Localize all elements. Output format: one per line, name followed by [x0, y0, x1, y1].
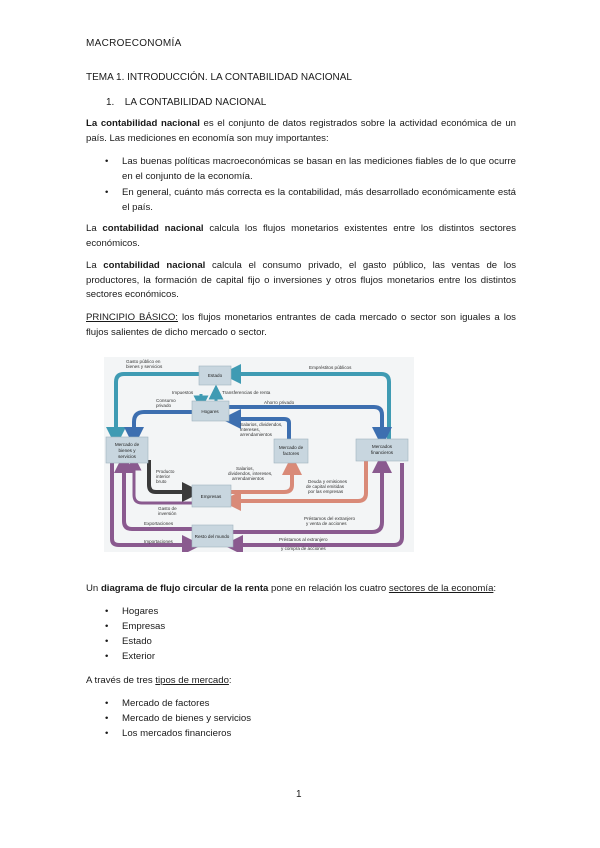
list-item: [106, 697, 209, 712]
list-item: [106, 155, 516, 184]
node-label: Empresas: [200, 494, 222, 499]
label-gasto-publico: Gasto público en: [126, 359, 161, 364]
paragraph-text: es el conjunto de datos registrados sobre la actividad económica de un país. Las mediciones en economía son muy importantes:: [86, 118, 516, 144]
underlined-term: sectores de la economía: [388, 583, 494, 594]
node-hogares: [192, 401, 229, 421]
label-salarios-hogares: arrendamientos: [240, 432, 272, 437]
paragraph-definition: [86, 117, 516, 146]
section-heading: [106, 97, 266, 108]
label-salarios-hogares: intereses,: [240, 427, 260, 432]
node-label: financieros: [370, 450, 394, 455]
section-number: 1.: [106, 97, 115, 108]
node-empresas: [192, 485, 231, 507]
label-exportaciones: Exportaciones: [144, 521, 174, 526]
label-gasto-publico: bienes y servicios: [126, 364, 163, 369]
label-impuestos: Impuestos: [172, 390, 194, 395]
list-item-text: • En general, cuánto más correcta es la contabilidad, más desarrollado económicamente está el país.: [122, 187, 516, 213]
label-importaciones: Importaciones: [144, 539, 173, 544]
bold-term: contabilidad nacional: [103, 260, 206, 271]
list-item-text: Mercado de factores: [122, 698, 210, 709]
list-item: [106, 605, 158, 620]
list-item: [106, 635, 152, 650]
label-deuda: de capital emitidas: [306, 484, 345, 489]
paragraph-text: los flujos monetarios entrantes de cada mercado o sector son iguales a los flujos salientes de dicho mercado o sector.: [86, 312, 516, 338]
node-label: Estado: [207, 373, 223, 378]
node-estado: [199, 366, 231, 385]
topic-title: TEMA 1. INTRODUCCIÓN. LA CONTABILIDAD NACIONAL: [86, 72, 352, 83]
node-label: servicios: [118, 454, 136, 459]
list-item: [106, 712, 251, 727]
label-transferencias: Transferencias de renta: [222, 390, 271, 395]
list-item-text: Estado: [122, 636, 152, 647]
label-salarios-empresas: arrendamientos: [232, 476, 264, 481]
list-item-text: Empresas: [122, 621, 166, 632]
node-mercados-financieros: [356, 439, 408, 461]
label-prestamos-extranjero: Préstamos del extranjero: [304, 516, 356, 521]
paragraph-flows: [86, 222, 516, 251]
label-deuda: por las empresas: [308, 489, 344, 494]
label-prestamos-extranjero: y venta de acciones: [306, 521, 347, 526]
list-item: [106, 620, 165, 635]
paragraph-text: La: [86, 223, 103, 234]
label-producto: Producto: [156, 469, 175, 474]
label-consumo-privado: Consumo: [156, 398, 176, 403]
label-producto: bruto: [156, 479, 167, 484]
list-item: [106, 650, 155, 665]
node-label: Resto del mundo: [194, 534, 230, 539]
list-item-text: Mercado de bienes y servicios: [122, 713, 252, 724]
list-item-text: • Las buenas políticas macroeconómicas se basan en las mediciones fiables de lo que ocurre en el conjunto de la economía.: [122, 156, 516, 182]
page-number: 1: [296, 789, 302, 800]
paragraph-text: calcula los flujos monetarios existentes entre los distintos sectores económicos.: [86, 223, 517, 249]
principle-label: PRINCIPIO BÁSICO:: [86, 312, 178, 323]
paragraph-text: :: [228, 675, 232, 686]
list-item: [106, 186, 516, 215]
label-ahorro-privado: Ahorro privado: [264, 400, 295, 405]
label-gasto-inversion: inversión: [158, 511, 177, 516]
label-producto: interior: [156, 474, 171, 479]
node-label: Hogares: [201, 409, 219, 414]
section-title: LA CONTABILIDAD NACIONAL: [124, 97, 267, 108]
list-item: [106, 727, 231, 742]
list-item-text: Exterior: [122, 651, 156, 662]
list-item-text: Los mercados financieros: [122, 728, 232, 739]
paragraph-calculation: [86, 259, 516, 303]
paragraph-text: pone en relación los cuatro: [268, 583, 389, 594]
node-label: bienes y: [118, 448, 136, 453]
bold-term: La contabilidad nacional: [86, 118, 200, 129]
paragraph-text: :: [493, 583, 497, 594]
label-consumo-privado: privado: [156, 403, 172, 408]
label-salarios-empresas: Salarios,: [236, 466, 254, 471]
label-prestamos-al-extranjero: y compra de acciones: [281, 546, 326, 551]
node-label: Mercados: [371, 444, 393, 449]
node-resto-mundo: [192, 525, 233, 547]
label-prestamos-al-extranjero: Préstamos al extranjero: [279, 537, 328, 542]
node-label: Mercado de: [278, 445, 304, 450]
paragraph-diagram: [86, 582, 516, 597]
node-mercado-bienes: [106, 437, 148, 463]
paragraph-text: Un: [86, 583, 101, 594]
bold-term: diagrama de flujo circular de la renta: [100, 583, 269, 594]
bold-term: contabilidad nacional: [102, 223, 204, 234]
paragraph-text: La: [86, 260, 104, 271]
circular-flow-diagram: [104, 357, 414, 552]
paragraph-markets: [86, 674, 516, 689]
node-label: Mercado de: [114, 442, 140, 447]
node-label: factores: [282, 451, 300, 456]
label-salarios-empresas: dividendos, intereses,: [228, 471, 273, 476]
label-salarios-hogares: Salarios, dividendos,: [240, 422, 283, 427]
paragraph-principle: [86, 311, 516, 340]
list-item-text: Hogares: [122, 606, 159, 617]
underlined-term: tipos de mercado: [155, 675, 229, 686]
node-mercado-factores: [274, 439, 308, 463]
label-gasto-inversion: Gasto de: [158, 506, 177, 511]
label-deuda: Deuda y emisiones: [308, 479, 348, 484]
paragraph-text: A través de tres: [86, 675, 156, 686]
label-emprestitos: Empréstitos públicos: [309, 365, 352, 370]
page-header: MACROECONOMÍA: [86, 38, 182, 49]
paragraph-text: calcula el consumo privado, el gasto público, las ventas de los productores, la formación de capital fijo o inversiones y otros flujos monetarios entre los distintos sectores económicos.: [86, 260, 516, 301]
